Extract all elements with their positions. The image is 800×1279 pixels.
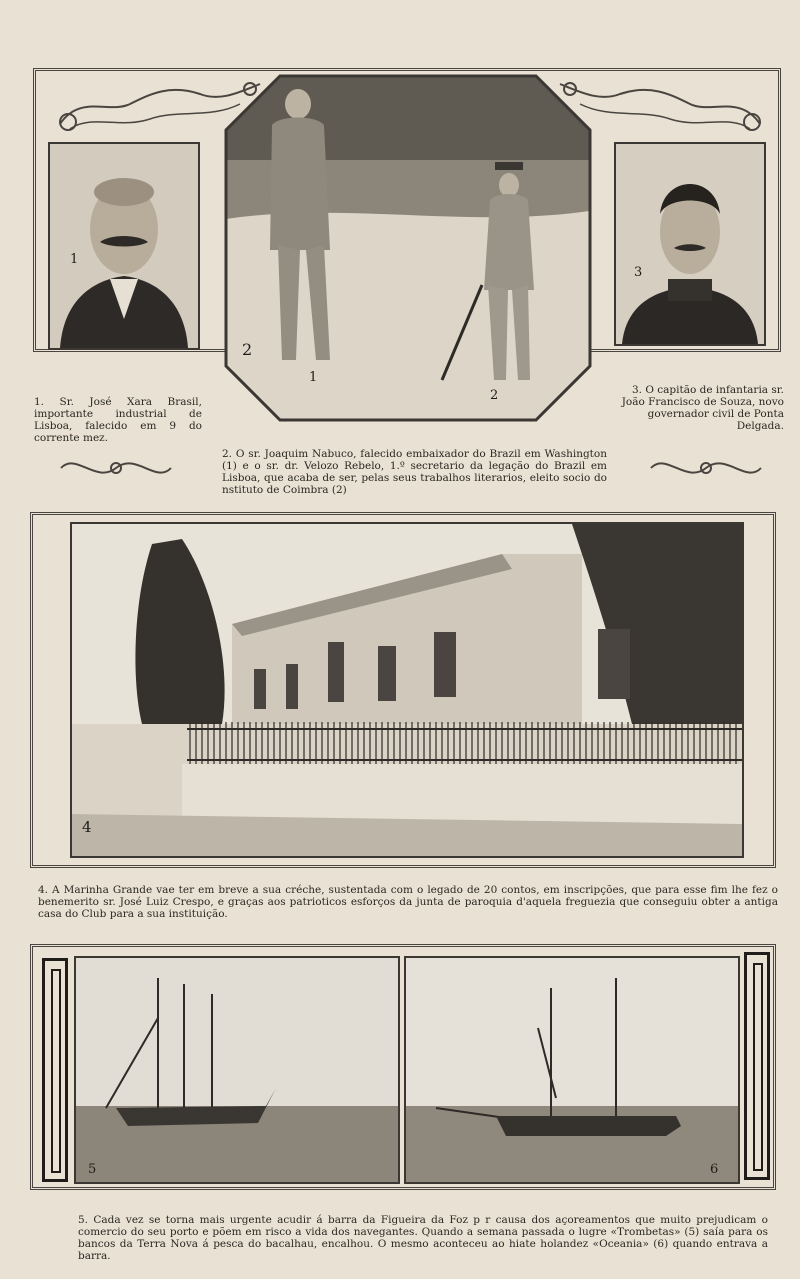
ship-photo-trombetas [74,956,400,1184]
photo-number-2b: 2 [490,388,499,403]
side-panel-left [42,958,68,1182]
photo-number-2a: 1 [309,370,318,385]
caption-1: 1. Sr. José Xara Brasil, importante industrial de Lisboa, falecido em 9 do corrente mez. [34,396,202,444]
caption-2: 2. O sr. Joaquim Nabuco, falecido embaixador do Brazil em Washington (1) e o sr. dr. Velozo Rebelo, 1.º secretario da legação do Brazil em Lisboa, que acaba de ser, pelas seus trabalhos literarios, eleito socio do nstituto de Coimbra (2) [222,448,607,496]
side-panel-right [744,952,770,1180]
portrait-photo-1 [48,142,200,350]
photo-number-2-left: 2 [242,340,253,359]
photo-number-6: 6 [710,1162,719,1177]
photo-number-5: 5 [88,1162,97,1177]
flourish-right [646,450,766,486]
photo-number-4: 4 [82,818,92,836]
photo-number-1: 1 [70,252,79,267]
caption-5-6: 5. Cada vez se torna mais urgente acudir á barra da Figueira da Foz p r causa dos açoreamentos que muito prejudicam o comercio do seu porto e põem em risco a vida dos navegantes. Quando a semana passada o lugre «Trombetas» (5) saía para os bancos da Terra Nova á pesca do bacalhau, encalhou. O mesmo aconteceu ao hiate holandez «Oceania» (6) quando entrava a barra. [78,1214,768,1262]
creche-building-photo [70,522,744,858]
caption-4: 4. A Marinha Grande vae ter em breve a sua créche, sustentada com o legado de 20 contos, em inscripções, que para esse fim lhe fez o benemerito sr. José Luiz Crespo, e graças aos patrioticos esforços da junta de paroquia d'aquela freguezia que conseguiu obter a antiga casa do Club para a sua instituição. [38,884,778,920]
photo-number-3: 3 [634,265,643,280]
octagon-photo-2 [220,70,596,426]
caption-3: 3. O capitão de infantaria sr. João Francisco de Souza, novo governador civil de Ponta Delgada. [621,384,784,432]
ship-photo-oceania [404,956,740,1184]
portrait-photo-3 [614,142,766,346]
flourish-left [56,450,176,486]
